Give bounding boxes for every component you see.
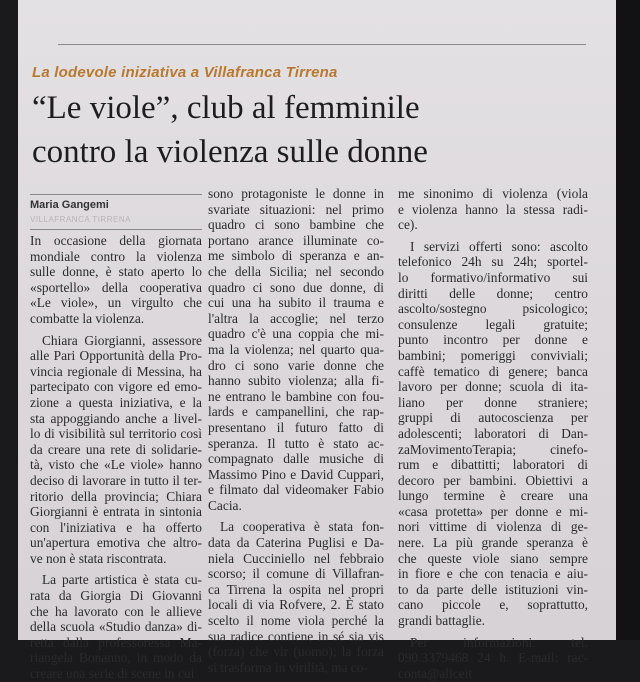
text-line: scelto il nome viola perché la xyxy=(208,613,384,629)
dateline: VILLAFRANCA TIRRENA xyxy=(30,215,131,224)
text-line: mondiale contro la violenza xyxy=(30,248,202,264)
text-line: riangela Bonanno, in modo da xyxy=(30,650,202,666)
text-line: conta@aliceit xyxy=(398,665,473,681)
text-line: con l'iniziativa e ha offerto xyxy=(30,519,202,535)
text-line: liano per donne straniere; xyxy=(398,394,588,410)
text-line: ascolto/sostegno psicologico; xyxy=(398,301,588,317)
newspaper-clipping xyxy=(18,0,616,682)
top-rule xyxy=(58,44,586,45)
text-line: «casa protetta» per donne e mi- xyxy=(398,503,588,519)
text-line: che della Sicilia; nel secondo xyxy=(208,263,384,279)
text-line: 090.3379468 24 h. E-mail: rac- xyxy=(398,650,588,666)
text-line: lo formativo/informativo sui xyxy=(398,269,588,285)
text-line: ve non è stata riscontrata. xyxy=(30,550,167,566)
text-line: compagnato dalle musiche di xyxy=(208,451,384,467)
text-line: decoro per bambini. Obiettivi a xyxy=(398,472,588,488)
text-line: lards e campanellini, che rap- xyxy=(208,404,384,420)
headline-line: contro la violenza sulle donne xyxy=(32,134,428,170)
text-line: ma la violenza; nel quarto qua- xyxy=(208,341,384,357)
text-line: cui una ha subito il trauma e xyxy=(208,295,384,311)
text-line: portano arance illuminate co- xyxy=(208,232,384,248)
text-line: che queste viole siano sempre xyxy=(398,550,588,566)
text-line: lungo termine è creare una xyxy=(398,488,588,504)
text-line: presentano il futuro fatto di xyxy=(208,419,384,435)
kicker: La lodevole iniziativa a Villafranca Tirrena xyxy=(32,64,338,81)
text-line: nere. La più grande speranza è xyxy=(398,535,588,551)
text-line: Chiara Giorgianni, assessore xyxy=(42,332,202,348)
text-line: vincia regionale di Messina, ha xyxy=(30,363,202,379)
text-line: locali di via Rofvere, 2. È stato xyxy=(208,597,384,613)
text-line: grandi battaglie. xyxy=(398,613,486,629)
text-line: in fiore e che con tenacia e aiu- xyxy=(398,566,588,582)
text-line: «Le viole», un virgulto che xyxy=(30,295,202,311)
text-line: La cooperativa è stata fon- xyxy=(220,519,384,535)
headline xyxy=(32,86,428,174)
text-line: diritti delle donne; centro xyxy=(398,285,588,301)
text-line: dro ci sono varie donne che xyxy=(208,357,384,373)
text-line: gruppi di autocoscienza per xyxy=(398,410,588,426)
text-line: cano piccole e, soprattutto, xyxy=(398,597,588,613)
background-edge xyxy=(616,0,640,640)
text-line: La parte artistica è stata cu- xyxy=(42,572,202,588)
text-line: alle Pari Opportunità della Pro- xyxy=(30,348,202,364)
text-line: (forza) che vir (uomo); la forza xyxy=(208,644,384,660)
text-line: e violenza hanno la stessa radi- xyxy=(398,201,588,217)
text-line: un'apertura emotiva che altro- xyxy=(30,535,202,551)
text-line: ca Tirrena la ospita nel propri xyxy=(208,581,384,597)
text-line: da creare una rete di solidarie- xyxy=(30,441,202,457)
byline: Maria Gangemi xyxy=(30,199,109,211)
text-line: scorso; il comune di Villafran- xyxy=(208,566,384,582)
text-line: quadro ci sono due donne, di xyxy=(208,279,384,295)
text-line: deciso di lavorare in tutto il ter- xyxy=(30,472,202,488)
text-line: caffè tematico di genere; banca xyxy=(398,363,588,379)
text-line: to da parte delle istituzioni vin- xyxy=(398,581,588,597)
column-1 xyxy=(30,233,202,682)
text-line: zione a questa iniziativa, e la xyxy=(30,394,202,410)
text-line: bambini; pomeriggi conviviali; xyxy=(398,347,588,363)
text-line: Per informazioni: tel. xyxy=(410,634,588,650)
text-line: In occasione della giornata xyxy=(30,233,202,248)
text-line: partecipato con vigore ed emo- xyxy=(30,379,202,395)
text-line: me sinonimo di violenza (viola xyxy=(398,186,588,201)
text-line: lavoro per donne; scuola di ita- xyxy=(398,379,588,395)
text-line: tà, visto che «Le viole» hanno xyxy=(30,457,202,473)
text-line: della scuola «Studio danza» di- xyxy=(30,619,202,635)
text-line: data da Caterina Puglisi e Da- xyxy=(208,535,384,551)
text-line: Giorgianni è entrata in sintonia xyxy=(30,504,202,520)
text-line: quadro ci sono bambine che xyxy=(208,217,384,233)
text-line: «sportello» della cooperativa xyxy=(30,279,202,295)
text-line: lo di visibilità sul territorio così xyxy=(30,426,202,442)
text-line: e filmato dal videomaker Fabio xyxy=(208,482,384,498)
text-line: niela Cucciniello nel febbraio xyxy=(208,550,384,566)
headline-line: “Le viole”, club al femminile xyxy=(32,90,420,126)
text-line: sono protagoniste le donne in xyxy=(208,186,384,201)
text-line: speranza. Il tutto è stato ac- xyxy=(208,435,384,451)
text-line: quadro c'è una coppia che mi- xyxy=(208,326,384,342)
text-line: si trasforma in virilità, ma co- xyxy=(208,659,368,675)
byline-rule xyxy=(30,194,202,195)
text-line: me simbolo di speranza e an- xyxy=(208,248,384,264)
text-line: I servizi offerti sono: ascolto xyxy=(410,238,588,254)
text-line: consulenze legali gratuite; xyxy=(398,316,588,332)
text-line: combatte la violenza. xyxy=(30,310,145,326)
text-line: svariate situazioni: nel primo xyxy=(208,201,384,217)
text-line: ce). xyxy=(398,217,418,233)
text-line: ne entrano le bambine con fou- xyxy=(208,388,384,404)
text-line: sulle donne, è stato aperto lo xyxy=(30,264,202,280)
text-line: hanno subito violenza; alla fi- xyxy=(208,373,384,389)
byline-rule xyxy=(30,229,202,230)
text-line: l'altra la accoglie; nel terzo xyxy=(208,310,384,326)
text-line: nori vittime di violenza di ge- xyxy=(398,519,588,535)
text-line: punto incontro per donne e xyxy=(398,332,588,348)
text-line: Massimo Pino e David Cuppari, xyxy=(208,466,384,482)
text-line: sta appoggiando anche a livel- xyxy=(30,410,202,426)
text-line: creare una serie di scene in cui xyxy=(30,666,195,682)
text-line: che ha lavorato con le allieve xyxy=(30,603,202,619)
text-line: telefonico 24h su 24h; sportel- xyxy=(398,254,588,270)
text-line: retta dalla professoressa Ma- xyxy=(30,634,202,650)
text-line: Cacia. xyxy=(208,497,242,513)
text-line: adolescenti; laboratori di Dan- xyxy=(398,425,588,441)
text-line: ritorio della provincia; Chiara xyxy=(30,488,202,504)
column-2 xyxy=(208,186,384,675)
text-line: zaMovimentoTerapia; cinefo- xyxy=(398,441,588,457)
text-line: sua radice contiene in sé sia vis xyxy=(208,628,384,644)
column-3 xyxy=(398,186,588,681)
text-line: rata da Giorgia Di Giovanni xyxy=(30,588,202,604)
text-line: rum e dibattitti; laboratori di xyxy=(398,457,588,473)
